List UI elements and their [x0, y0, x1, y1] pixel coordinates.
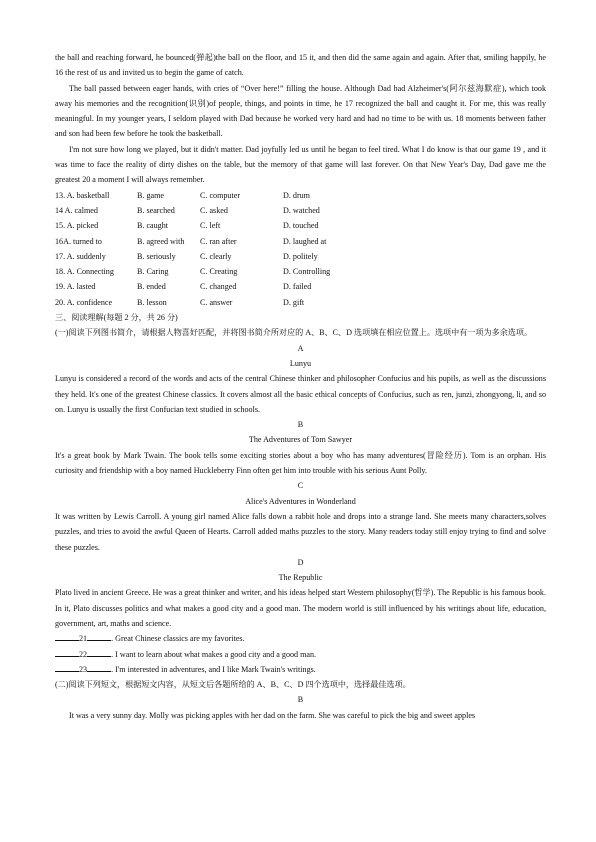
book-title: The Adventures of Tom Sawyer	[248, 435, 353, 445]
option-b: B. game	[137, 190, 164, 200]
option-b: B. searched	[137, 205, 175, 215]
reading-instruction: (二)阅读下列短文，根据短文内容，从短文后各题所给的 A、B、C、D 四个选项中，选择最佳选项。	[55, 680, 411, 690]
matching-questions	[55, 631, 546, 677]
option-row	[55, 264, 546, 279]
option-d: D. Controlling	[283, 267, 331, 277]
book-b	[55, 417, 546, 478]
option-row	[55, 279, 546, 294]
book-title: The Republic	[278, 573, 323, 583]
option-c: C. answer	[200, 297, 233, 307]
cloze-options	[55, 188, 546, 310]
answer-blank[interactable]	[55, 648, 79, 657]
answer-blank[interactable]	[55, 663, 79, 672]
option-d: D. touched	[283, 221, 319, 231]
book-description: It was written by Lewis Carroll. A young girl named Alice falls down a rabbit hole and drops into a strange land. She meets many characters,solves puzzles, and tries to avoid the awful Queen of Hearts. Carroll added maths puzzles to the story. Many readers today still enjoy trying to find and solve these puzzles.	[55, 511, 546, 552]
option-a: 17. A. suddenly	[55, 251, 106, 261]
book-title: Lunyu	[289, 358, 312, 368]
question-number: 22	[79, 649, 88, 659]
question-text: . I want to learn about what makes a good city and a good man.	[111, 649, 317, 659]
option-c: C. computer	[200, 190, 241, 200]
matching-question	[55, 662, 546, 677]
option-b: B. seriously	[137, 251, 176, 261]
cloze-paragraph-3: I'm not sure how long we played, but it didn't matter. Dad joyfully led us until he began to feel tired. What I do know is that our game 19 , and it was time to face the reality of dirty dishes on the table, but the memory of that game will last forever. On that New Year's Day, Dad gave me the greatest 20 a moment I will always remember.	[55, 144, 546, 185]
option-a: 14 A. calmed	[55, 205, 98, 215]
option-b: B. caught	[137, 221, 169, 231]
option-b: B. agreed with	[137, 236, 185, 246]
cloze-paragraph-2: The ball passed between eager hands, with cries of “Over here!” filling the house. Although Dad had Alzheimer's(阿尔兹海默症), which took away his memories and the recognition(识别)of people, things, and points in time, he 17 recognized the ball and caught it. For me, this was really meaningful. In my younger years, I seldom played with Dad because he worked very hard and had no time to be with us. 18 moments between father and son had been few before he took the basketball.	[55, 83, 546, 139]
option-a: 13. A. basketball	[55, 190, 110, 200]
matching-instruction: (一)阅读下列图书简介，请根据人物喜好匹配，并将图书简介所对应的 A、B、C、D 选项填在相应位置上。选项中有一项为多余选项。	[55, 328, 533, 338]
question-text: . Great Chinese classics are my favorites.	[111, 634, 245, 644]
book-a	[55, 341, 546, 417]
option-d: D. failed	[283, 282, 312, 292]
question-text: . I'm interested in adventures, and I like Mark Twain's writings.	[111, 664, 316, 674]
option-d: D. politely	[283, 251, 318, 261]
answer-blank[interactable]	[87, 632, 111, 641]
matching-question	[55, 631, 546, 646]
option-a: 18. A. Connecting	[55, 267, 114, 277]
option-row	[55, 249, 546, 264]
book-letter: D	[297, 557, 304, 567]
option-d: D. gift	[283, 297, 305, 307]
option-row	[55, 203, 546, 218]
answer-blank[interactable]	[55, 632, 79, 641]
option-c: C. asked	[200, 205, 228, 215]
option-d: D. watched	[283, 205, 320, 215]
book-description: It's a great book by Mark Twain. The book tells some exciting stories about a boy who has many adventures(冒险经历). Tom is an orphan. His curiosity and friendship with a boy named Huckleberry Finn often get him into trouble with his serious Aunt Polly.	[55, 450, 546, 476]
option-b: B. ended	[137, 282, 166, 292]
option-d: D. drum	[283, 190, 310, 200]
option-c: C. left	[200, 221, 221, 231]
book-description: Plato lived in ancient Greece. He was a great thinker and writer, and his ideas helped start Western philosophy(哲学). The Republic is his famous book. In it, Plato discusses politics and what makes a good city and a good man. The modern world is still influenced by his writings about life, education, government, art, maths and science.	[55, 588, 546, 628]
cloze-paragraph-1: the ball and reaching forward, he bounced(弹起)the ball on the floor, and 15 it, and then did the same again and again. After that, smiling happily, he 16 the rest of us and invited us to begin the game of catch.	[55, 53, 546, 78]
option-a: 20. A. confidence	[55, 297, 113, 307]
option-a: 16A. turned to	[55, 236, 102, 246]
option-row	[55, 234, 546, 249]
option-c: C. ran after	[200, 236, 237, 246]
book-letter: C	[297, 481, 304, 491]
option-row	[55, 218, 546, 233]
answer-blank[interactable]	[87, 663, 111, 672]
option-d: D. laughed at	[283, 236, 327, 246]
book-description: Lunyu is considered a record of the words and acts of the central Chinese thinker and philosopher Confucius and his pupils, as well as the discussions they held. It's one of the greatest Chinese classics. It covers almost all the basic ethical concepts of Confucius, such as ren, junzi, zhongyong, li, and so on. Lunyu is usually the first Confucian text studied in schools.	[55, 374, 546, 414]
answer-blank[interactable]	[87, 648, 111, 657]
option-a: 15. A. picked	[55, 221, 99, 231]
book-letter: A	[297, 343, 304, 353]
matching-question	[55, 647, 546, 662]
option-b: B. lesson	[137, 297, 167, 307]
question-number: 23	[79, 664, 88, 674]
book-letter: B	[297, 420, 304, 430]
section-heading: 三、阅读理解(每题 2 分，共 26 分)	[55, 313, 178, 323]
passage-paragraph: It was a very sunny day. Molly was picking apples with her dad on the farm. She was careful to pick the big and sweet apples	[69, 710, 476, 720]
option-row	[55, 295, 546, 310]
option-c: C. clearly	[200, 251, 232, 261]
option-b: B. Caring	[137, 267, 169, 277]
question-number: 21	[79, 634, 88, 644]
book-d	[55, 555, 546, 631]
passage-letter: B	[297, 695, 304, 705]
option-a: 19. A. lasted	[55, 282, 96, 292]
option-row	[55, 188, 546, 203]
option-c: C. Creating	[200, 267, 238, 277]
book-c	[55, 478, 546, 554]
book-title: Alice's Adventures in Wonderland	[245, 496, 356, 506]
option-c: C. changed	[200, 282, 237, 292]
